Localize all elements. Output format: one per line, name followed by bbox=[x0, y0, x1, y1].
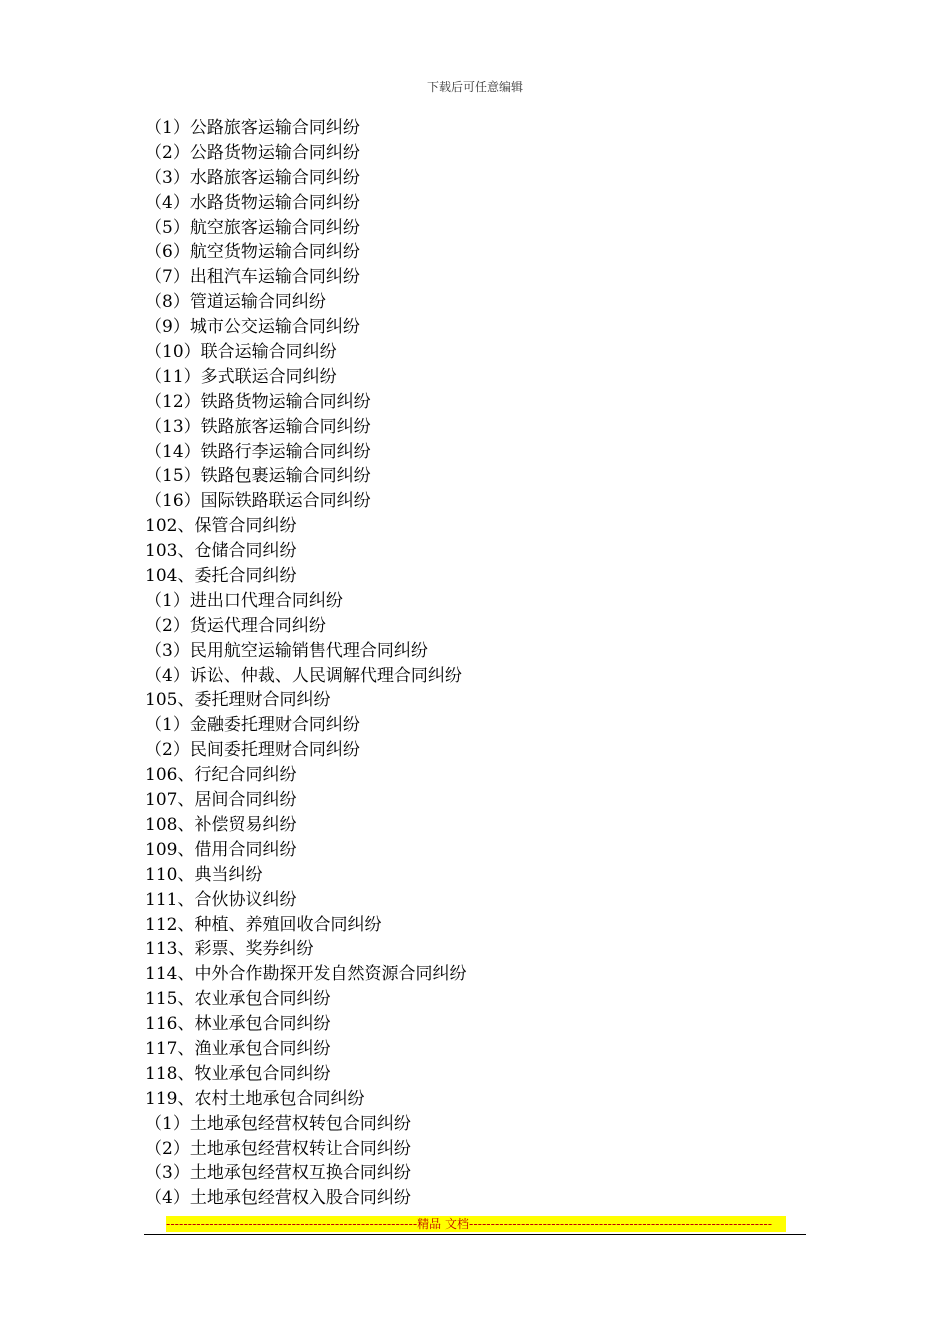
list-item: （4）土地承包经营权入股合同纠纷 bbox=[145, 1188, 411, 1209]
list-item: （8）管道运输合同纠纷 bbox=[145, 292, 326, 313]
list-item: （3）土地承包经营权互换合同纠纷 bbox=[145, 1163, 411, 1184]
list-item: 116、林业承包合同纠纷 bbox=[145, 1014, 331, 1035]
list-item: （2）民间委托理财合同纠纷 bbox=[145, 740, 360, 761]
page-header: 下载后可任意编辑 bbox=[426, 80, 523, 94]
list-item: 107、居间合同纠纷 bbox=[145, 790, 297, 811]
list-item: 110、典当纠纷 bbox=[145, 864, 263, 885]
list-item: 108、补偿贸易纠纷 bbox=[145, 814, 297, 835]
list-item: （5）航空旅客运输合同纠纷 bbox=[145, 217, 360, 238]
list-item: （6）航空货物运输合同纠纷 bbox=[145, 242, 360, 263]
list-item: （15）铁路包裹运输合同纠纷 bbox=[145, 466, 371, 487]
footer-divider bbox=[144, 1234, 806, 1235]
list-item: 102、保管合同纠纷 bbox=[145, 516, 297, 537]
list-item: 103、仓储合同纠纷 bbox=[145, 541, 297, 562]
list-item: （3）民用航空运输销售代理合同纠纷 bbox=[145, 640, 428, 661]
list-item: 111、合伙协议纠纷 bbox=[145, 889, 297, 910]
list-item: 117、渔业承包合同纠纷 bbox=[145, 1038, 331, 1059]
list-item: 119、农村土地承包合同纠纷 bbox=[145, 1088, 365, 1109]
list-item: （3）水路旅客运输合同纠纷 bbox=[145, 167, 360, 188]
list-item: （1）公路旅客运输合同纠纷 bbox=[145, 118, 360, 138]
footer-label: 精品 文档 bbox=[417, 1217, 469, 1231]
list-item: （9）城市公交运输合同纠纷 bbox=[145, 317, 360, 338]
list-item: 106、行纪合同纠纷 bbox=[145, 765, 297, 786]
list-item: 113、彩票、奖券纠纷 bbox=[145, 939, 314, 960]
list-item: 115、农业承包合同纠纷 bbox=[145, 989, 331, 1010]
list-item: （7）出租汽车运输合同纠纷 bbox=[145, 267, 360, 288]
list-item: （11）多式联运合同纠纷 bbox=[145, 366, 337, 387]
list-item: （1）进出口代理合同纠纷 bbox=[145, 590, 343, 611]
list-item: 104、委托合同纠纷 bbox=[145, 566, 297, 587]
list-item: （4）诉讼、仲裁、人民调解代理合同纠纷 bbox=[145, 665, 462, 686]
list-item: 109、借用合同纠纷 bbox=[145, 839, 297, 860]
list-item: （2）货运代理合同纠纷 bbox=[145, 615, 326, 636]
footer-right-dashes: ---------------------------------------------------------------------- bbox=[468, 1217, 773, 1231]
list-item: 118、牧业承包合同纠纷 bbox=[145, 1063, 331, 1084]
list-item: （10）联合运输合同纠纷 bbox=[145, 342, 337, 363]
document-body bbox=[145, 116, 805, 1211]
list-item: （4）水路货物运输合同纠纷 bbox=[145, 192, 360, 213]
list-item: 114、中外合作勘探开发自然资源合同纠纷 bbox=[145, 964, 467, 985]
list-item: （2）公路货物运输合同纠纷 bbox=[145, 142, 360, 163]
list-item: （1）金融委托理财合同纠纷 bbox=[145, 715, 360, 736]
list-item: （13）铁路旅客运输合同纠纷 bbox=[145, 416, 371, 437]
list-item: （12）铁路货物运输合同纠纷 bbox=[145, 391, 371, 412]
list-item: （1）土地承包经营权转包合同纠纷 bbox=[145, 1113, 411, 1134]
list-item: 105、委托理财合同纠纷 bbox=[145, 690, 331, 711]
list-item: （2）土地承包经营权转让合同纠纷 bbox=[145, 1138, 411, 1159]
footer-banner bbox=[166, 1216, 786, 1232]
list-item: （16）国际铁路联运合同纠纷 bbox=[145, 491, 371, 512]
footer-left-dashes: ---------------------------------------------------------- bbox=[166, 1217, 418, 1231]
list-item: （14）铁路行李运输合同纠纷 bbox=[145, 441, 371, 462]
list-item: 112、种植、养殖回收合同纠纷 bbox=[145, 914, 382, 935]
